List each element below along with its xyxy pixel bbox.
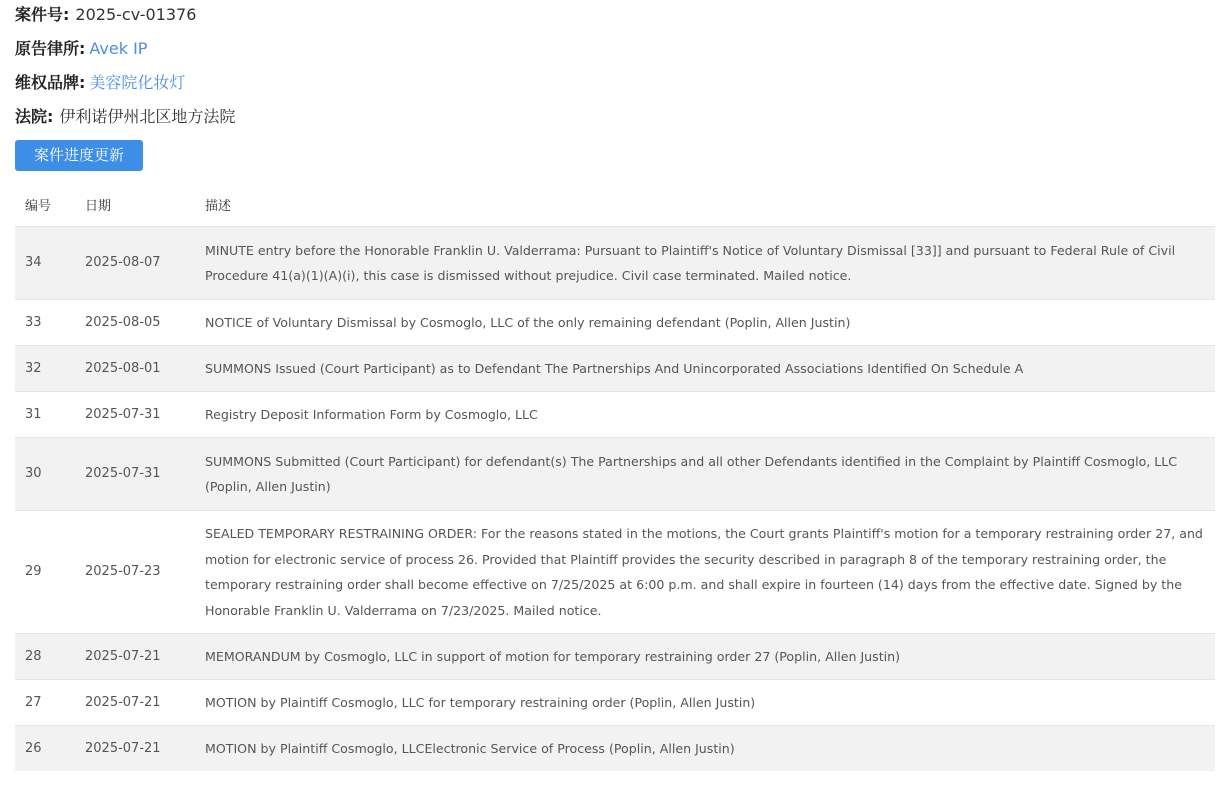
row-desc: MEMORANDUM by Cosmoglo, LLC in support of motion for temporary restraining order 27 (Poplin, Allen Justin)	[195, 634, 1215, 680]
plaintiff-firm-link[interactable]: Avek IP	[89, 39, 148, 58]
table-row	[15, 227, 1215, 300]
court-label: 法院:	[15, 107, 54, 126]
header-desc: 描述	[205, 198, 232, 214]
row-desc: MOTION by Plaintiff Cosmoglo, LLC for temporary restraining order (Poplin, Allen Justin)	[195, 680, 1215, 726]
court-value: 伊利诺伊州北区地方法院	[59, 107, 236, 126]
plaintiff-firm-label: 原告律所:	[15, 39, 86, 58]
row-num: 30	[15, 438, 75, 511]
table-row	[15, 392, 1215, 438]
row-desc: SEALED TEMPORARY RESTRAINING ORDER: For the reasons stated in the motions, the Court grants Plaintiff's motion for a temporary restraining order 27, and motion for electronic service of process 26. Provided that Plaintiff provides the security described in paragraph 8 of the temporary restraining order, the temporary restraining order shall become effective on 7/25/2025 at 6:00 p.m. and shall expire in fourteen (14) days from the effective date. Signed by the Honorable Franklin U. Valderrama on 7/23/2025. Mailed notice.	[195, 511, 1215, 634]
header-num: 编号	[25, 198, 52, 214]
case-number-label: 案件号:	[15, 5, 70, 24]
table-row	[15, 511, 1215, 634]
table-row	[15, 300, 1215, 346]
row-num: 31	[15, 392, 75, 438]
row-desc: NOTICE of Voluntary Dismissal by Cosmoglo, LLC of the only remaining defendant (Poplin, Allen Justin)	[195, 300, 1215, 346]
table-header-row	[15, 182, 1215, 227]
row-date: 2025-07-31	[75, 438, 195, 511]
plaintiff-firm-row	[15, 39, 147, 59]
row-desc: MOTION by Plaintiff Cosmoglo, LLCElectronic Service of Process (Poplin, Allen Justin)	[195, 726, 1215, 772]
case-number-value: 2025-cv-01376	[75, 5, 197, 24]
court-row	[15, 107, 235, 127]
row-date: 2025-07-21	[75, 726, 195, 772]
row-date: 2025-07-31	[75, 392, 195, 438]
row-num: 28	[15, 634, 75, 680]
case-progress-update-button[interactable]: 案件进度更新	[15, 140, 143, 171]
docket-table	[15, 182, 1215, 771]
case-number-row	[15, 5, 196, 25]
row-num: 32	[15, 346, 75, 392]
row-desc: Registry Deposit Information Form by Cosmoglo, LLC	[195, 392, 1215, 438]
row-date: 2025-08-05	[75, 300, 195, 346]
header-date: 日期	[85, 198, 112, 214]
row-num: 26	[15, 726, 75, 772]
row-date: 2025-07-23	[75, 511, 195, 634]
table-row	[15, 680, 1215, 726]
row-num: 27	[15, 680, 75, 726]
row-date: 2025-08-01	[75, 346, 195, 392]
row-desc: SUMMONS Issued (Court Participant) as to Defendant The Partnerships And Unincorporated Associations Identified On Schedule A	[195, 346, 1215, 392]
table-row	[15, 726, 1215, 772]
row-num: 34	[15, 227, 75, 300]
brand-row	[15, 73, 185, 93]
row-desc: SUMMONS Submitted (Court Participant) for defendant(s) The Partnerships and all other Defendants identified in the Complaint by Plaintiff Cosmoglo, LLC (Poplin, Allen Justin)	[195, 438, 1215, 511]
brand-label: 维权品牌:	[15, 73, 86, 92]
table-row	[15, 346, 1215, 392]
row-desc: MINUTE entry before the Honorable Franklin U. Valderrama: Pursuant to Plaintiff's Notice of Voluntary Dismissal [33]] and pursuant to Federal Rule of Civil Procedure 41(a)(1)(A)(i), this case is dismissed without prejudice. Civil case terminated. Mailed notice.	[195, 227, 1215, 300]
table-row	[15, 634, 1215, 680]
row-num: 29	[15, 511, 75, 634]
brand-link[interactable]: 美容院化妆灯	[89, 73, 186, 92]
row-date: 2025-07-21	[75, 680, 195, 726]
row-date: 2025-07-21	[75, 634, 195, 680]
row-date: 2025-08-07	[75, 227, 195, 300]
row-num: 33	[15, 300, 75, 346]
table-row	[15, 438, 1215, 511]
